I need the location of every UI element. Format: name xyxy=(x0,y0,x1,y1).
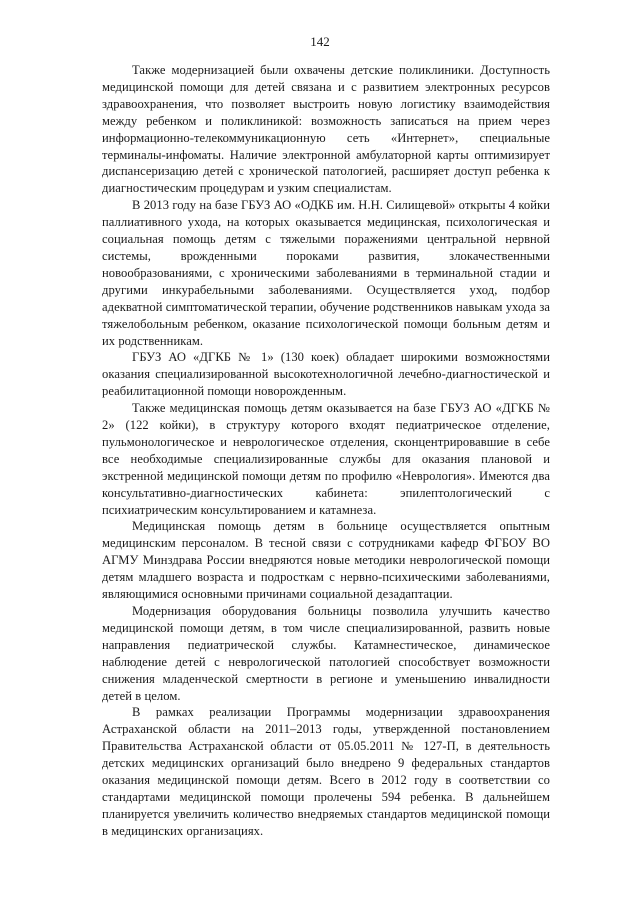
paragraph-dgkb-1: ГБУЗ АО «ДГКБ № 1» (130 коек) обладает широкими возможностями оказания специализированной высокотехнологичной лечебно-диагностической и реабилитационной помощи новорожденным. xyxy=(102,350,550,399)
paragraph-children-clinics: Также модернизацией были охвачены детские поликлиники. Доступность медицинской помощи для детей связана и с развитием электронных ресурсов здравоохранения, что позволяет выстроить новую логистику взаимодействия между ребенком и поликлиникой: возможность записаться на прием через информационно-телекоммуникационную сеть «Интернет», специальные терминалы-инфоматы. Наличие электронной амбулаторной карты оптимизирует диспансеризацию детей с хронической патологией, расширяет доступ ребенка к диагностическим процедурам и узким специалистам. xyxy=(102,63,550,196)
paragraph-equipment-modernization: Модернизация оборудования больницы позволила улучшить качество медицинской помощи детям, в том числе специализированной, развить новые направления педиатрической службы. Катамнестическое, динамическое наблюдение детей с неврологической патологией способствует возможности снижения младенческой смертности в регионе и уменьшению инвалидности детей в целом. xyxy=(102,604,550,703)
paragraph-modernization-program: В рамках реализации Программы модернизации здравоохранения Астраханской области на 2011–2013 годы, утвержденной постановлением Правительства Астраханской области от 05.05.2011 № 127-П, в деятельность детских медицинских организаций было внедрено 9 федеральных стандартов оказания медицинской помощи детям. Всего в 2012 году в соответствии со стандартами медицинской помощи пролечены 594 ребенка. В дальнейшем планируется увеличить количество внедряемых стандартов медицинской помощи в медицинских организациях. xyxy=(102,705,550,838)
page-number: 142 xyxy=(310,34,330,49)
body-text xyxy=(102,62,550,840)
paragraph-dgkb-2: Также медицинская помощь детям оказывается на базе ГБУЗ АО «ДГКБ № 2» (122 койки), в структуру которого входят педиатрическое отделение, пульмонологическое и неврологическое отделения, сконцентрировавшие в себе все необходимые специализированные службы для оказания плановой и экстренной медицинской помощи детям по профилю «Неврология». Имеются два консультативно-диагностических кабинета: эпилептологический с психиатрическим консультированием и катамнеза. xyxy=(102,401,550,517)
paragraph-palliative-care: В 2013 году на базе ГБУЗ АО «ОДКБ им. Н.Н. Силищевой» открыты 4 койки паллиативного ухода, на которых оказывается медицинская, психологическая и социальная помощь детям с тяжелыми поражениями центральной нервной системы, врожденными пороками развития, злокачественными новообразованиями, с хроническими заболеваниями в терминальной стадии и другими инкурабельными заболеваниями. Осуществляется уход, подбор адекватной симптоматической терапии, обучение родственников навыкам ухода за тяжелобольным ребенком, оказание психологической помощи больным детям и их родственникам. xyxy=(102,198,550,348)
paragraph-medical-staff: Медицинская помощь детям в больнице осуществляется опытным медицинским персоналом. В тесной связи с сотрудниками кафедр ФГБОУ ВО АГМУ Минздрава России внедряются новые методики неврологической помощи детям младшего возраста и подросткам с нервно-психическими заболеваниями, являющимися основными причинами социальной дезадаптации. xyxy=(102,519,550,602)
